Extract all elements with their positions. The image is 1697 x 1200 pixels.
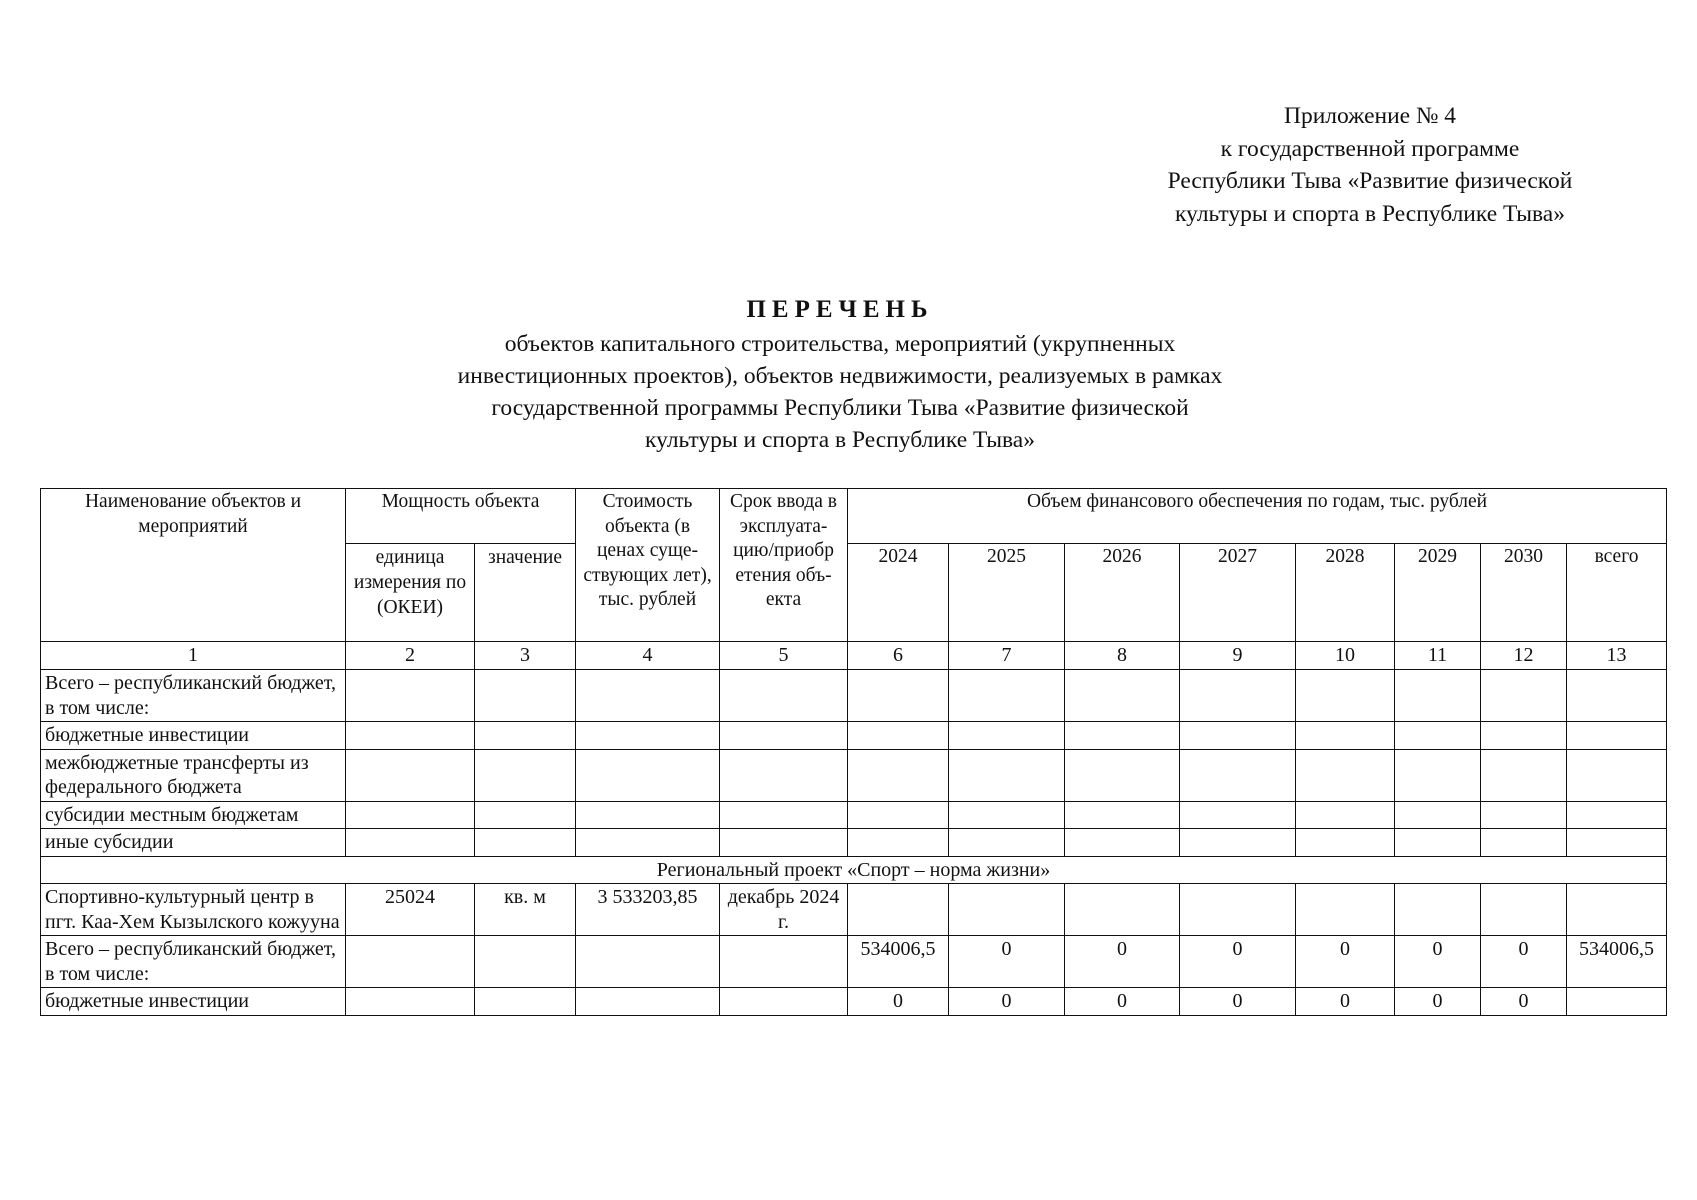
- subtitle-line: инвестиционных проектов), объектов недвижимости, реализуемых в рамках: [457, 363, 1223, 389]
- header-year: 2029: [1395, 544, 1481, 642]
- appendix-line: к государственной программе: [1220, 135, 1520, 162]
- header-year: 2027: [1180, 544, 1296, 642]
- header-year: 2024: [848, 544, 949, 642]
- table-row: [41, 801, 1667, 829]
- header-total: всего: [1567, 544, 1667, 642]
- column-number: 5: [720, 642, 848, 670]
- appendix-line: Республики Тыва «Развитие физической: [1167, 168, 1573, 194]
- year-value: 0: [1395, 988, 1481, 1016]
- table-row: [41, 749, 1667, 801]
- object-row: [41, 884, 1667, 936]
- year-value: 0: [1065, 936, 1180, 988]
- year-value: 0: [848, 988, 949, 1016]
- year-value: 0: [1481, 988, 1567, 1016]
- column-number: 4: [576, 642, 720, 670]
- section-row: [41, 856, 1667, 884]
- header-capacity: Мощность объекта: [346, 489, 576, 544]
- subtitle-line: объектов капитального строительства, мероприятий (укрупненных: [504, 331, 1176, 357]
- column-number: 13: [1567, 642, 1667, 670]
- header-year: 2026: [1065, 544, 1180, 642]
- document-subtitle: [280, 328, 1400, 456]
- row-name: Всего – республиканский бюджет, в том числе:: [41, 936, 346, 988]
- row-name: иные субсидии: [41, 829, 346, 857]
- object-cost: 3 533203,85: [576, 884, 720, 936]
- section-title: Региональный проект «Спорт – норма жизни»: [41, 856, 1667, 884]
- table-row: [41, 670, 1667, 722]
- column-number: 12: [1481, 642, 1567, 670]
- table-row: [41, 722, 1667, 750]
- row-name: бюджетные инвестиции: [41, 722, 346, 750]
- appendix-line: Приложение № 4: [1283, 103, 1457, 129]
- year-value: 0: [1180, 988, 1296, 1016]
- header-row: [41, 489, 1667, 544]
- object-name: Спортивно-культурный центр в пгт. Каа-Хем Кызылского кожууна: [41, 884, 346, 936]
- row-name: субсидии местным бюджетам: [41, 801, 346, 829]
- header-unit: единица измерения по (ОКЕИ): [346, 544, 475, 642]
- header-year: 2025: [949, 544, 1065, 642]
- column-numbers-row: [41, 642, 1667, 670]
- row-name: межбюджетные трансферты из федерального бюджета: [41, 749, 346, 801]
- column-number: 8: [1065, 642, 1180, 670]
- header-year: 2028: [1296, 544, 1395, 642]
- year-value: 534006,5: [848, 936, 949, 988]
- year-value: 0: [949, 988, 1065, 1016]
- header-financing: Объем финансового обеспечения по годам, тыс. рублей: [848, 489, 1667, 544]
- row-name: Всего – республиканский бюджет, в том числе:: [41, 670, 346, 722]
- subtitle-line: культуры и спорта в Республике Тыва»: [645, 427, 1035, 453]
- document-title: ПЕРЕЧЕНЬ: [746, 296, 934, 323]
- header-term: Срок ввода в эксплуата-цию/приобр етения объ-екта: [720, 489, 848, 642]
- total-value: 534006,5: [1567, 936, 1667, 988]
- year-value: 0: [1296, 936, 1395, 988]
- year-value: 0: [1481, 936, 1567, 988]
- appendix-line: культуры и спорта в Республике Тыва»: [1175, 200, 1565, 227]
- column-number: 7: [949, 642, 1065, 670]
- subtitle-line: государственной программы Республики Тыва «Развитие физической: [491, 395, 1189, 421]
- objects-table: [40, 488, 1667, 1016]
- object-term: декабрь 2024 г.: [720, 884, 848, 936]
- object-value: кв. м: [475, 884, 576, 936]
- year-value: 0: [1296, 988, 1395, 1016]
- column-number: 9: [1180, 642, 1296, 670]
- header-name: Наименование объектов и мероприятий: [41, 489, 346, 642]
- investment-row: [41, 988, 1667, 1016]
- row-name: бюджетные инвестиции: [41, 988, 346, 1016]
- total-value: [1567, 988, 1667, 1016]
- year-value: 0: [1065, 988, 1180, 1016]
- column-number: 10: [1296, 642, 1395, 670]
- header-value: значение: [475, 544, 576, 642]
- year-value: 0: [1180, 936, 1296, 988]
- appendix-block: [1100, 100, 1640, 230]
- column-number: 3: [475, 642, 576, 670]
- table-row: [41, 829, 1667, 857]
- column-number: 2: [346, 642, 475, 670]
- year-value: 0: [949, 936, 1065, 988]
- header-year: 2030: [1481, 544, 1567, 642]
- column-number: 6: [848, 642, 949, 670]
- total-row: [41, 936, 1667, 988]
- object-unit: 25024: [346, 884, 475, 936]
- column-number: 1: [41, 642, 346, 670]
- year-value: 0: [1395, 936, 1481, 988]
- header-cost: Стоимость объекта (в ценах суще-ствующих лет), тыс. рублей: [576, 489, 720, 642]
- column-number: 11: [1395, 642, 1481, 670]
